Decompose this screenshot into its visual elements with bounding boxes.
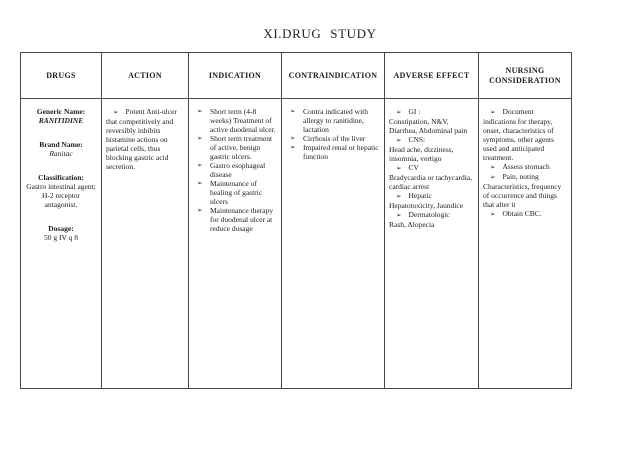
contraindication-text: Cirrhosis of the liver [303, 134, 366, 143]
cell-contraindication [282, 99, 385, 389]
indication-text: Short term (4-8 weeks) Treatment of active duodenal ulcer. [210, 107, 276, 134]
arrow-bullet-icon: ➢ [490, 108, 496, 116]
nursing-item [483, 162, 567, 172]
arrow-bullet-icon: ➢ [490, 163, 496, 171]
header-adverse-effect: ADVERSE EFFECT [385, 53, 479, 99]
nursing-text: Document indications for therapy, onset, characteristics of symptoms, other agents used and anticipated treatment. [483, 107, 555, 162]
classification-label: Classification: [38, 173, 84, 182]
contraindication-text: Contra indicated with allergy to ranitidine, lactation [303, 107, 368, 134]
adverse-head: CV [408, 163, 419, 172]
cell-indication [189, 99, 282, 389]
nursing-text: Pain, noting Characteristics, frequency of occurrence and things that alter it [483, 172, 562, 209]
arrow-bullet-icon: ➢ [290, 134, 296, 142]
nursing-text: Obtain CBC. [502, 209, 542, 218]
indication-item [193, 179, 277, 206]
adverse-category [389, 210, 474, 220]
nursing-item [483, 172, 567, 209]
header-action: ACTION [102, 53, 189, 99]
adverse-category [389, 107, 474, 117]
dosage-value: 50 g IV q 8 [43, 233, 79, 242]
indication-text: Maintenance of healing of gastric ulcers [210, 179, 263, 206]
arrow-bullet-icon: ➢ [396, 108, 402, 116]
drug-row-ranitidine [21, 99, 572, 389]
generic-name-value: RANITIDINE [38, 116, 84, 125]
header-drugs: DRUGS [21, 53, 102, 99]
arrow-bullet-icon: ➢ [490, 210, 496, 218]
cell-action [102, 99, 189, 389]
arrow-bullet-icon: ➢ [197, 161, 203, 169]
dosage-group [25, 224, 97, 242]
arrow-bullet-icon: ➢ [290, 143, 296, 151]
indication-text: Maintenance therapy for duodenal ulcer at reduce dosage [210, 206, 274, 233]
adverse-head: GI : [408, 107, 421, 116]
arrow-bullet-icon: ➢ [396, 211, 402, 219]
generic-name-label: Generic Name: [36, 107, 86, 116]
arrow-bullet-icon: ➢ [197, 206, 203, 214]
arrow-bullet-icon: ➢ [197, 134, 203, 142]
contraindication-item [286, 134, 380, 143]
header-nursing-consideration: NURSING CONSIDERATION [479, 53, 572, 99]
indication-item [193, 206, 277, 233]
nursing-text: Assess stomach [502, 162, 550, 171]
contraindication-text: Impaired renal or hepatic function [303, 143, 379, 161]
adverse-head: CNS: [408, 135, 426, 144]
adverse-body: Hepatotoxicity, Jaundice [389, 201, 464, 210]
nursing-item [483, 209, 567, 219]
contraindication-item [286, 107, 380, 134]
cell-nursing-consideration [479, 99, 572, 389]
adverse-category [389, 191, 474, 201]
action-text: Potent Anti-ulcer that competitively and reversibly inhibits histamine actions on parietal cells, thus blocking gastric acid secretion. [106, 107, 177, 171]
generic-name-group [25, 107, 97, 125]
action-item [106, 107, 184, 171]
adverse-body: Constipation, N&V, Diarrhea, Abdominal pain [389, 117, 468, 135]
adverse-head: Dermatologic [408, 210, 450, 219]
indication-text: Short term treatment of active, benign gastric ulcers. [210, 134, 273, 161]
brand-name-label: Brand Name: [39, 140, 83, 149]
cell-drugs [21, 99, 102, 389]
indication-text: Gastro esophageal disease [210, 161, 266, 179]
indication-item [193, 107, 277, 134]
adverse-body: Head ache, dizziness, insomnia, vertigo [389, 145, 454, 163]
arrow-bullet-icon: ➢ [113, 108, 119, 116]
header-indication: INDICATION [189, 53, 282, 99]
classification-group [25, 173, 97, 209]
adverse-body: Bradycardia or tachycardia, cardiac arrest [389, 173, 473, 191]
brand-name-value: Ranitac [49, 149, 73, 158]
adverse-head: Hepatic [408, 191, 432, 200]
adverse-body: Rash, Alopecia [389, 220, 435, 229]
arrow-bullet-icon: ➢ [197, 107, 203, 115]
arrow-bullet-icon: ➢ [490, 173, 496, 181]
arrow-bullet-icon: ➢ [396, 164, 402, 172]
indication-item [193, 161, 277, 179]
arrow-bullet-icon: ➢ [290, 107, 296, 115]
dosage-label: Dosage: [48, 224, 74, 233]
drug-study-table [20, 52, 572, 389]
adverse-category [389, 135, 474, 145]
cell-adverse-effect [385, 99, 479, 389]
adverse-category [389, 163, 474, 173]
nursing-item [483, 107, 567, 162]
header-row [21, 53, 572, 99]
brand-name-group [25, 140, 97, 158]
contraindication-item [286, 143, 380, 161]
classification-value: Gastro intestinal agent; H-2 receptor antagonist. [26, 182, 96, 209]
arrow-bullet-icon: ➢ [396, 136, 402, 144]
arrow-bullet-icon: ➢ [197, 179, 203, 187]
indication-item [193, 134, 277, 161]
arrow-bullet-icon: ➢ [396, 192, 402, 200]
header-contraindication: CONTRAINDICATION [282, 53, 385, 99]
page-title: XI.DRUG STUDY [263, 26, 377, 41]
